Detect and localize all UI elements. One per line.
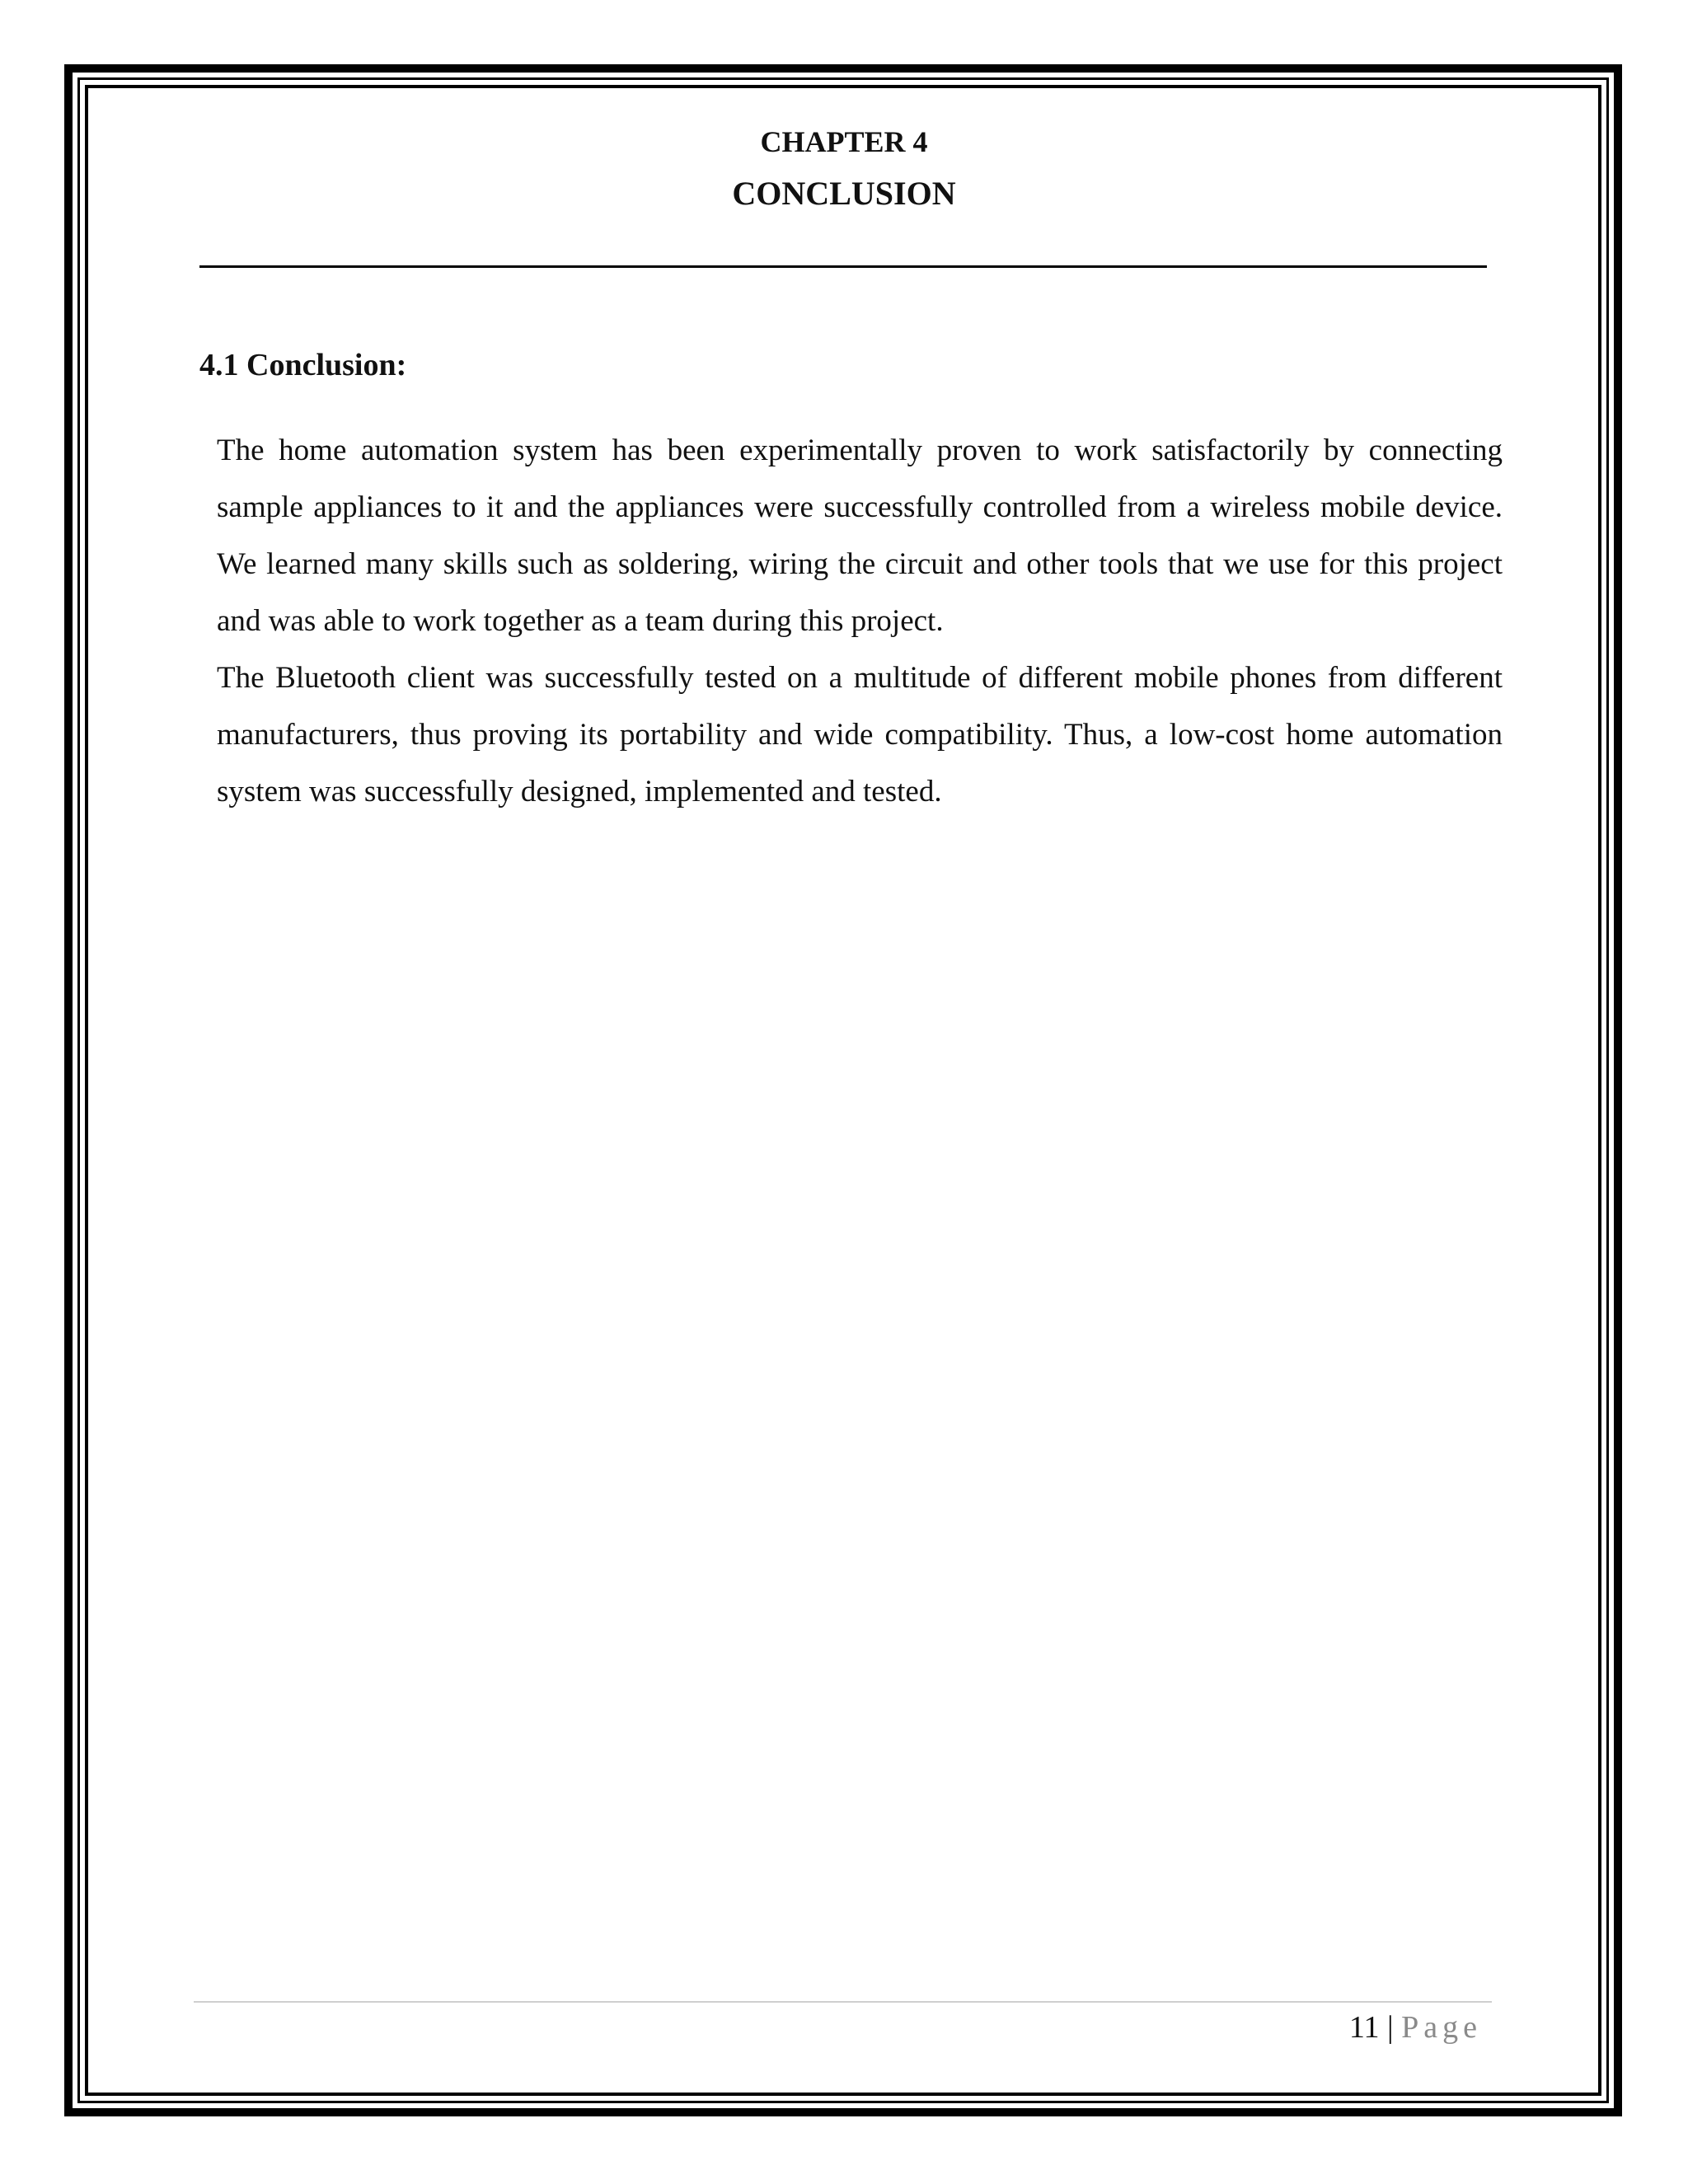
paragraph-2: The Bluetooth client was successfully tested on a multitude of different mobile phones from different manufacturers, thus proving its portability and wide compatibility. Thus, a low-cost home automation system was successfully designed, implemented and tested.	[217, 661, 1503, 808]
paragraph-1: The home automation system has been experimentally proven to work satisfactorily by connecting sample appliances to it and the appliances were successfully controlled from a wireless mobile device. We learned many skills such as soldering, wiring the circuit and other tools that we use for this project and was able to work together as a team during this project.	[217, 434, 1503, 638]
page-footer	[1349, 2003, 1482, 2052]
page-border-inner	[85, 85, 1601, 2096]
page-number: 11	[1348, 2010, 1380, 2045]
title-divider	[199, 265, 1487, 268]
footer-divider	[194, 2001, 1492, 2003]
page-separator: |	[1387, 2010, 1394, 2045]
chapter-title: CONCLUSION	[732, 175, 956, 212]
chapter-label: CHAPTER 4	[760, 125, 928, 158]
section-body	[217, 422, 1503, 820]
section-heading: 4.1 Conclusion:	[199, 348, 407, 382]
page-word: Page	[1401, 2010, 1482, 2045]
